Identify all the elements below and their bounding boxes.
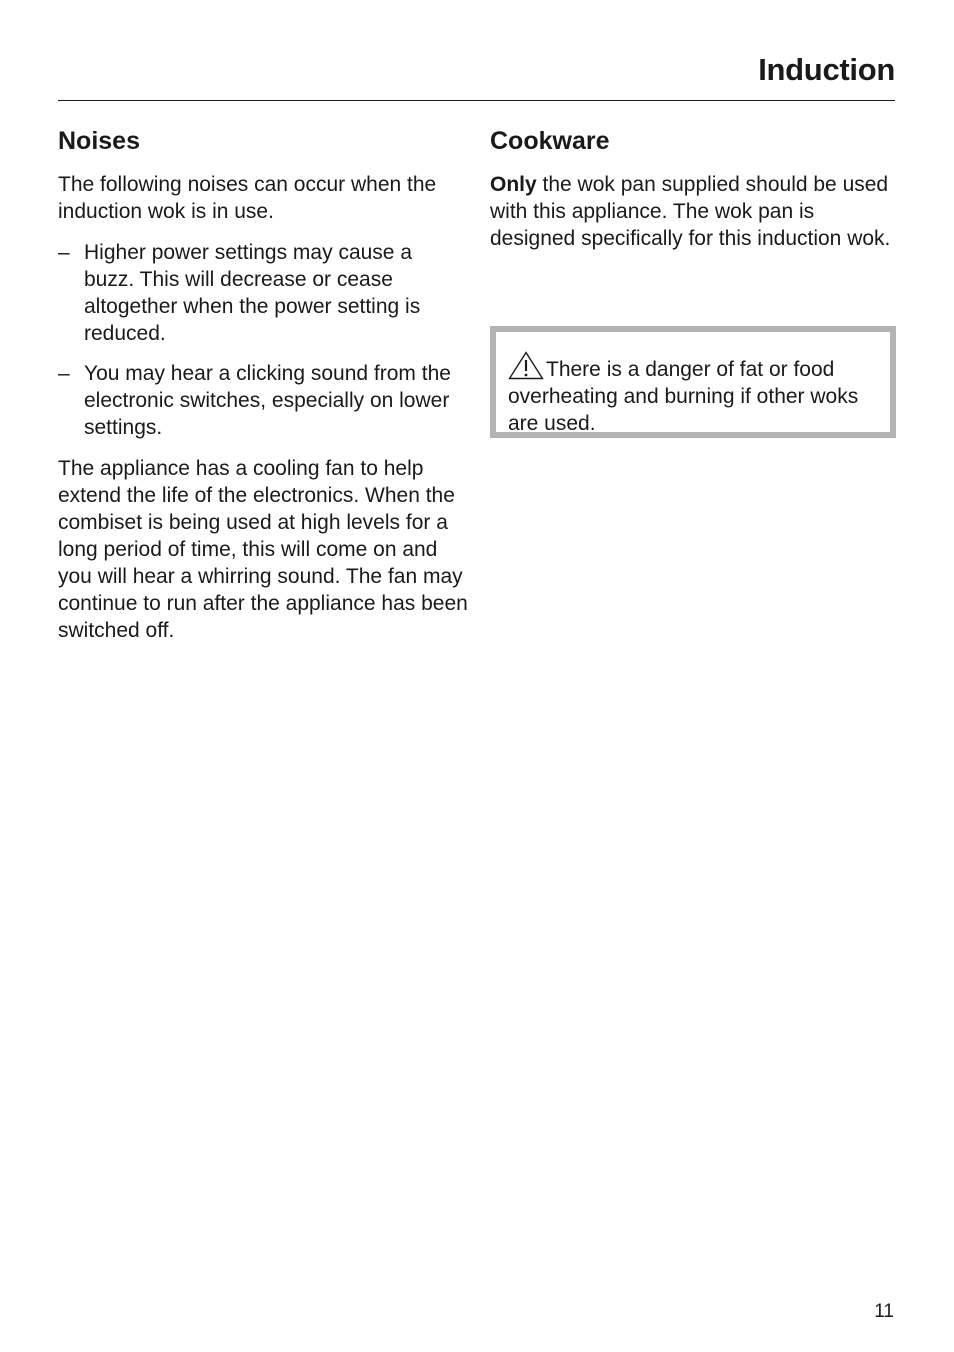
cookware-paragraph [490, 171, 896, 252]
fan-paragraph: The appliance has a cooling fan to help extend the life of the electronics. When the combiset is being used at high levels for a long period of time, this will come on and you will hear a whirring sound. The fan may continue to run after the appliance has been switched off. [58, 457, 468, 642]
cookware-paragraph-rest: the wok pan supplied should be used with this appliance. The wok pan is designed specifically for this induction wok. [490, 173, 891, 250]
list-item [58, 360, 468, 441]
list-dash: – [58, 362, 70, 385]
page-title: Induction [758, 52, 895, 87]
cookware-heading: Cookware [490, 127, 610, 155]
page-number: 11 [874, 1301, 894, 1322]
list-item [58, 239, 468, 347]
warning-box [490, 326, 896, 438]
warning-triangle-icon [508, 351, 544, 380]
noises-heading: Noises [58, 127, 140, 155]
warning-content [508, 351, 888, 437]
list-dash: – [58, 241, 70, 264]
list-item-text: Higher power settings may cause a buzz. This will decrease or cease altogether when the power setting is reduced. [84, 241, 421, 345]
warning-text: There is a danger of fat or food overheating and burning if other woks are used. [508, 358, 859, 435]
noises-list [58, 239, 468, 441]
cookware-lead-bold: Only [490, 173, 537, 196]
cookware-section [490, 124, 896, 252]
page-header [58, 48, 895, 101]
noises-section [58, 124, 468, 644]
noises-intro: The following noises can occur when the induction wok is in use. [58, 173, 437, 223]
list-item-text: You may hear a clicking sound from the electronic switches, especially on lower settings. [84, 362, 451, 439]
